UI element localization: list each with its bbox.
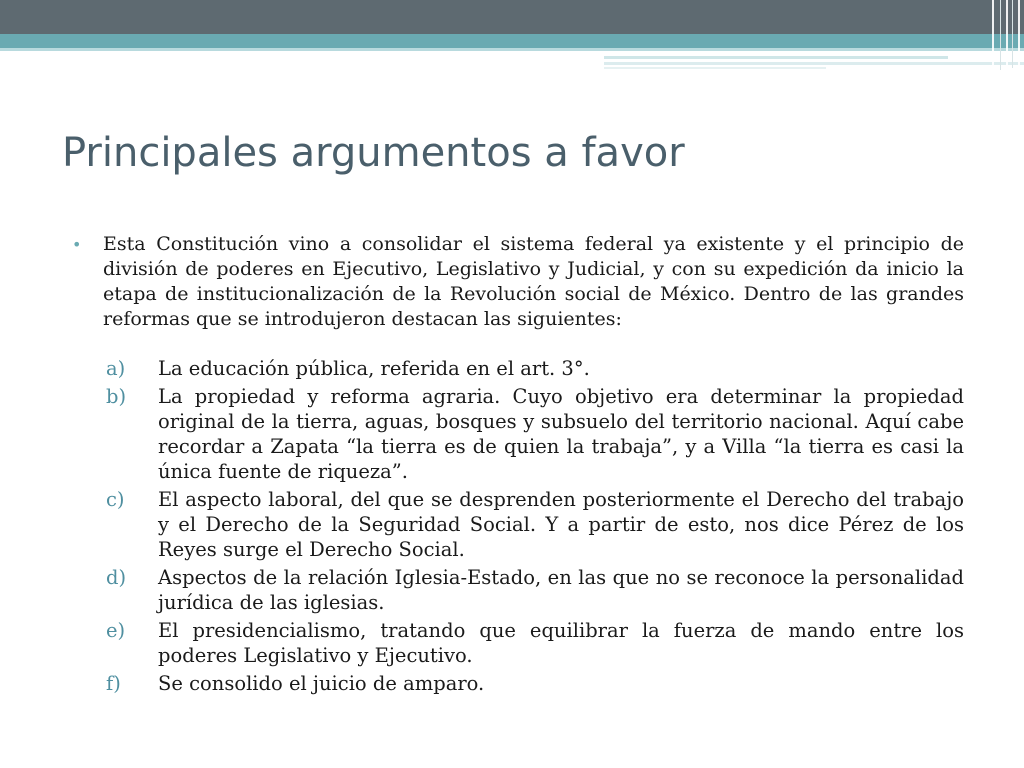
bullet-icon: • bbox=[72, 235, 82, 254]
list-marker: c) bbox=[106, 488, 125, 511]
list-item bbox=[106, 618, 964, 668]
reform-list bbox=[72, 356, 964, 696]
list-marker: f) bbox=[106, 672, 121, 695]
list-marker: b) bbox=[106, 385, 127, 408]
list-item bbox=[106, 356, 964, 381]
list-item bbox=[106, 565, 964, 615]
list-item-text: El aspecto laboral, del que se desprenden posteriormente el Derecho del trabajo y el Derecho de la Seguridad Social. Y a partir de esto, nos dice Pérez de los Reyes surge el Derecho Social. bbox=[158, 488, 964, 561]
header-vertical-stripe bbox=[1012, 0, 1013, 68]
slide-title: Principales argumentos a favor bbox=[62, 130, 685, 176]
list-item-text: La propiedad y reforma agraria. Cuyo objetivo era determinar la propiedad original de la tierra, aguas, bosques y subsuelo del territorio nacional. Aquí cabe recordar a Zapata “la tierra es de quien la trabaja”, y a Villa “la tierra es casi la única fuente de riqueza”. bbox=[158, 385, 964, 483]
list-item-text: Aspectos de la relación Iglesia-Estado, en las que no se reconoce la personalidad jurídica de las iglesias. bbox=[158, 566, 964, 614]
header-accent-line bbox=[604, 56, 948, 59]
list-item bbox=[106, 384, 964, 484]
header-vertical-stripe bbox=[1006, 0, 1008, 68]
list-marker: a) bbox=[106, 357, 126, 380]
header-band-light bbox=[0, 48, 1024, 51]
header-vertical-stripe bbox=[1018, 0, 1020, 68]
header-vertical-stripe bbox=[1000, 0, 1001, 70]
list-marker: d) bbox=[106, 566, 127, 589]
bullet-paragraph: Esta Constitución vino a consolidar el sistema federal ya existente y el principio de división de poderes en Ejecutivo, Legislativo y Judicial, y con su expedición da inicio la etapa de institucionalización de la Revolución social de México. Dentro de las grandes reformas que se introdujeron destacan las siguientes: bbox=[103, 233, 964, 330]
slide-content bbox=[72, 232, 964, 699]
list-item-text: El presidencialismo, tratando que equilibrar la fuerza de mando entre los poderes Legislativo y Ejecutivo. bbox=[158, 619, 964, 667]
list-item-text: Se consolido el juicio de amparo. bbox=[158, 672, 485, 695]
bullet-item bbox=[72, 232, 964, 332]
list-item bbox=[106, 671, 964, 696]
list-item bbox=[106, 487, 964, 562]
header-band-dark bbox=[0, 0, 1024, 34]
list-item-text: La educación pública, referida en el art. 3°. bbox=[158, 357, 590, 380]
header-vertical-stripe bbox=[992, 0, 994, 68]
list-marker: e) bbox=[106, 619, 126, 642]
header-accent-line bbox=[604, 62, 1024, 65]
header-accent-line bbox=[604, 67, 826, 69]
header-band-teal bbox=[0, 34, 1024, 48]
